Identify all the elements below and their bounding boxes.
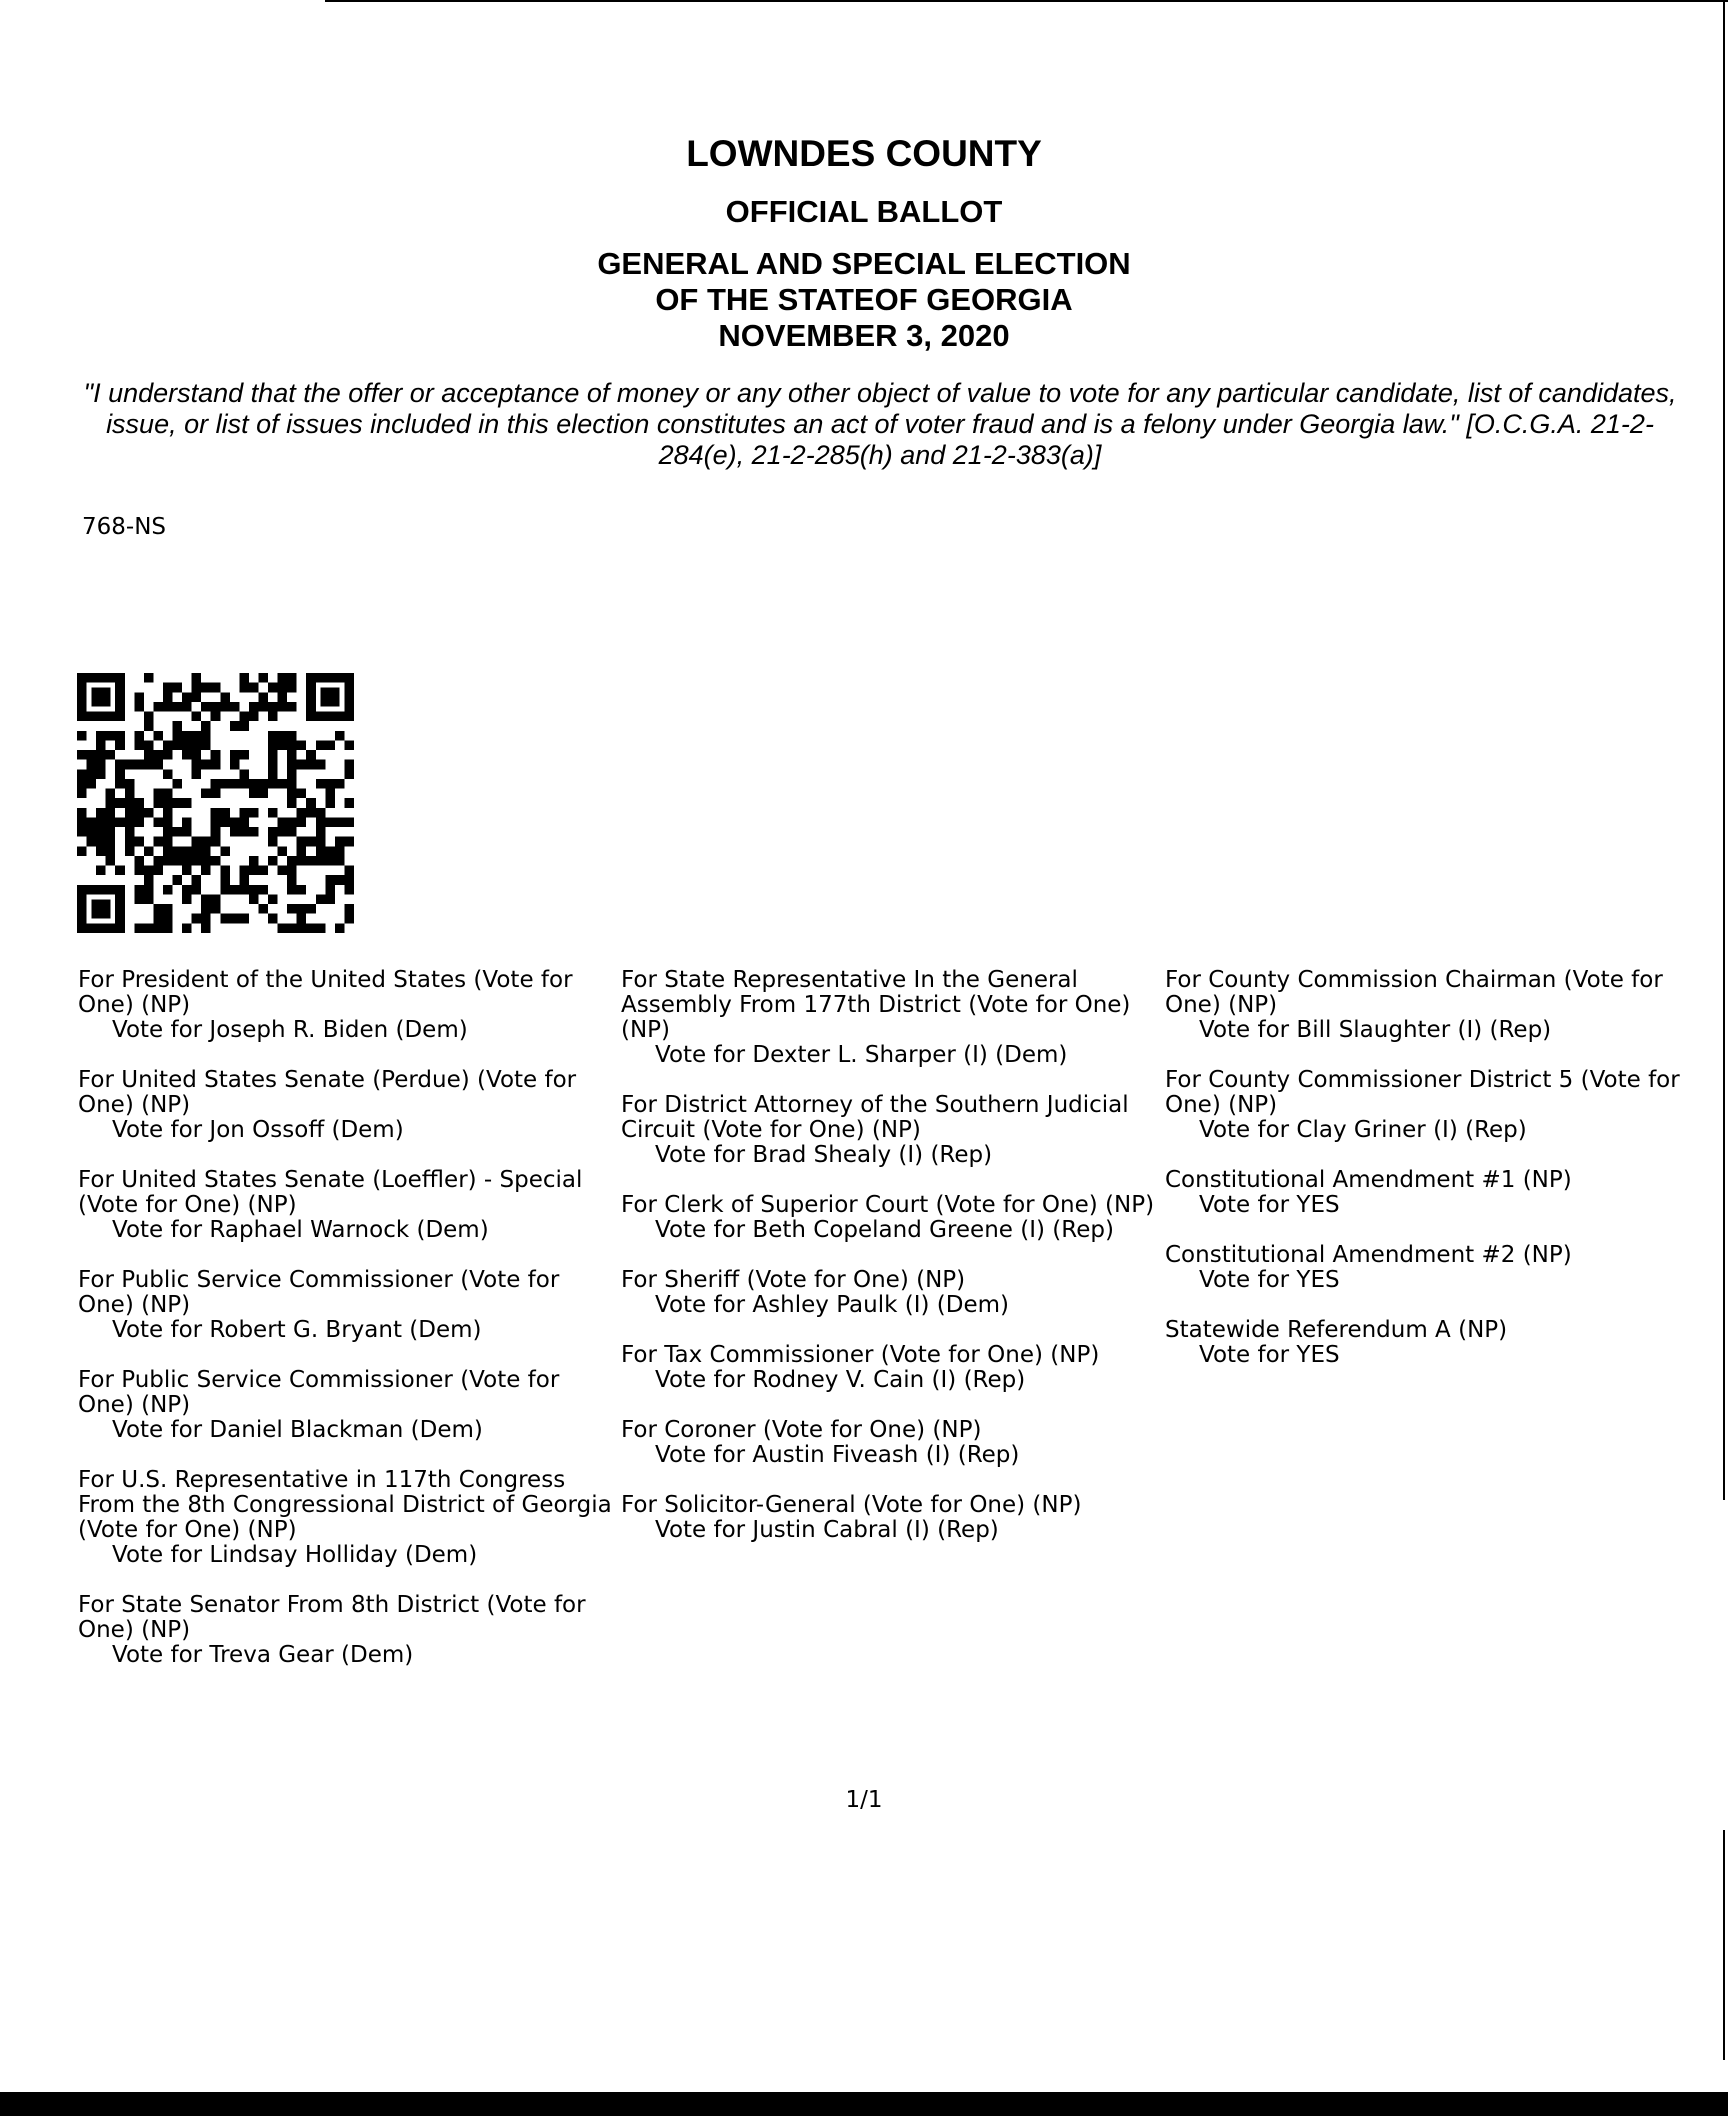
ballot-style-id: 768-NS xyxy=(82,514,167,540)
contest-entry xyxy=(621,1343,1161,1393)
contest-choice: Vote for Austin Fiveash (I) (Rep) xyxy=(655,1442,1020,1468)
contest-office: For County Commissioner District 5 (Vote for One) (NP) xyxy=(1165,1067,1680,1118)
voter-fraud-oath: "I understand that the offer or acceptance of money or any other object of value to vote for any particular candidate, list of candidates, issue, or list of issues included in this election constitutes an act of voter fraud and is a felony under Georgia law." [O.C.G.A. 21-2-284(e), 21-2-285(h) and 21-2-383(a)] xyxy=(83,378,1677,470)
contest-entry xyxy=(1165,1318,1705,1368)
contest-choice: Vote for YES xyxy=(1199,1342,1340,1368)
contest-entry xyxy=(1165,1243,1705,1293)
qr-code xyxy=(77,673,354,933)
contest-entry xyxy=(1165,1068,1705,1143)
contest-choice: Vote for Beth Copeland Greene (I) (Rep) xyxy=(655,1217,1114,1243)
election-date: NOVEMBER 3, 2020 xyxy=(718,318,1010,353)
contest-choice: Vote for Bill Slaughter (I) (Rep) xyxy=(1199,1017,1552,1043)
contest-entry xyxy=(621,1418,1161,1468)
contest-choice: Vote for Treva Gear (Dem) xyxy=(112,1642,414,1668)
page-number: 1/1 xyxy=(845,1787,883,1813)
contest-entry xyxy=(78,968,618,1043)
right-border-lower xyxy=(1723,1830,1725,2060)
contest-entry xyxy=(621,1493,1161,1543)
contest-choice: Vote for Clay Griner (I) (Rep) xyxy=(1199,1117,1527,1143)
scan-edge-bar xyxy=(0,2092,1728,2116)
contest-office: For United States Senate (Perdue) (Vote for One) (NP) xyxy=(78,1067,577,1118)
contest-choice: Vote for Dexter L. Sharper (I) (Dem) xyxy=(655,1042,1068,1068)
contest-choice: Vote for Robert G. Bryant (Dem) xyxy=(112,1317,482,1343)
contest-office: For President of the United States (Vote for One) (NP) xyxy=(78,967,573,1018)
contest-entry xyxy=(1165,1168,1705,1218)
contest-entry xyxy=(78,1593,618,1668)
contest-office: For District Attorney of the Southern Judicial Circuit (Vote for One) (NP) xyxy=(621,1092,1129,1143)
contest-office: For State Senator From 8th District (Vote for One) (NP) xyxy=(78,1592,586,1643)
contest-entry xyxy=(1165,968,1705,1043)
top-border xyxy=(325,0,1728,2)
contest-choice: Vote for Justin Cabral (I) (Rep) xyxy=(655,1517,999,1543)
contest-entry xyxy=(78,1068,618,1143)
contest-entry xyxy=(621,1193,1161,1243)
contest-office: For Public Service Commissioner (Vote for One) (NP) xyxy=(78,1267,560,1318)
election-line-2: OF THE STATEOF GEORGIA xyxy=(655,282,1073,317)
contest-office: For United States Senate (Loeffler) - Special (Vote for One) (NP) xyxy=(78,1167,583,1218)
contest-office: For Solicitor-General (Vote for One) (NP) xyxy=(621,1492,1082,1518)
contest-choice: Vote for Joseph R. Biden (Dem) xyxy=(112,1017,468,1043)
contest-choice: Vote for Brad Shealy (I) (Rep) xyxy=(655,1142,993,1168)
contest-office: For Coroner (Vote for One) (NP) xyxy=(621,1417,982,1443)
contest-entry xyxy=(621,1268,1161,1318)
ballot-type: OFFICIAL BALLOT xyxy=(725,194,1003,229)
contest-choice: Vote for YES xyxy=(1199,1192,1340,1218)
contest-entry xyxy=(621,1093,1161,1168)
contest-choice: Vote for Lindsay Holliday (Dem) xyxy=(112,1542,478,1568)
contest-office: Constitutional Amendment #2 (NP) xyxy=(1165,1242,1572,1268)
contest-office: For Clerk of Superior Court (Vote for One) (NP) xyxy=(621,1192,1155,1218)
ballot-column-1 xyxy=(78,968,618,1693)
contest-office: For Sheriff (Vote for One) (NP) xyxy=(621,1267,966,1293)
ballot-column-3 xyxy=(1165,968,1705,1393)
contest-office: For State Representative In the General Assembly From 177th District (Vote for One) (NP) xyxy=(621,967,1131,1043)
contest-office: For U.S. Representative in 117th Congress From the 8th Congressional District of Georgia (Vote for One) (NP) xyxy=(78,1467,612,1543)
county-title: LOWNDES COUNTY xyxy=(686,133,1042,174)
election-title xyxy=(0,246,1728,354)
contest-entry xyxy=(78,1168,618,1243)
contest-choice: Vote for Jon Ossoff (Dem) xyxy=(112,1117,404,1143)
contest-office: For County Commission Chairman (Vote for One) (NP) xyxy=(1165,967,1663,1018)
contest-office: For Public Service Commissioner (Vote for One) (NP) xyxy=(78,1367,560,1418)
contest-office: Constitutional Amendment #1 (NP) xyxy=(1165,1167,1572,1193)
election-line-1: GENERAL AND SPECIAL ELECTION xyxy=(597,246,1131,281)
contest-entry xyxy=(78,1268,618,1343)
contest-choice: Vote for YES xyxy=(1199,1267,1340,1293)
contest-office: For Tax Commissioner (Vote for One) (NP) xyxy=(621,1342,1100,1368)
ballot-column-2 xyxy=(621,968,1161,1568)
contest-choice: Vote for Raphael Warnock (Dem) xyxy=(112,1217,489,1243)
contest-entry xyxy=(621,968,1161,1068)
contest-choice: Vote for Rodney V. Cain (I) (Rep) xyxy=(655,1367,1026,1393)
contest-entry xyxy=(78,1468,618,1568)
contest-office: Statewide Referendum A (NP) xyxy=(1165,1317,1508,1343)
contest-choice: Vote for Daniel Blackman (Dem) xyxy=(112,1417,483,1443)
contest-choice: Vote for Ashley Paulk (I) (Dem) xyxy=(655,1292,1009,1318)
contest-entry xyxy=(78,1368,618,1443)
